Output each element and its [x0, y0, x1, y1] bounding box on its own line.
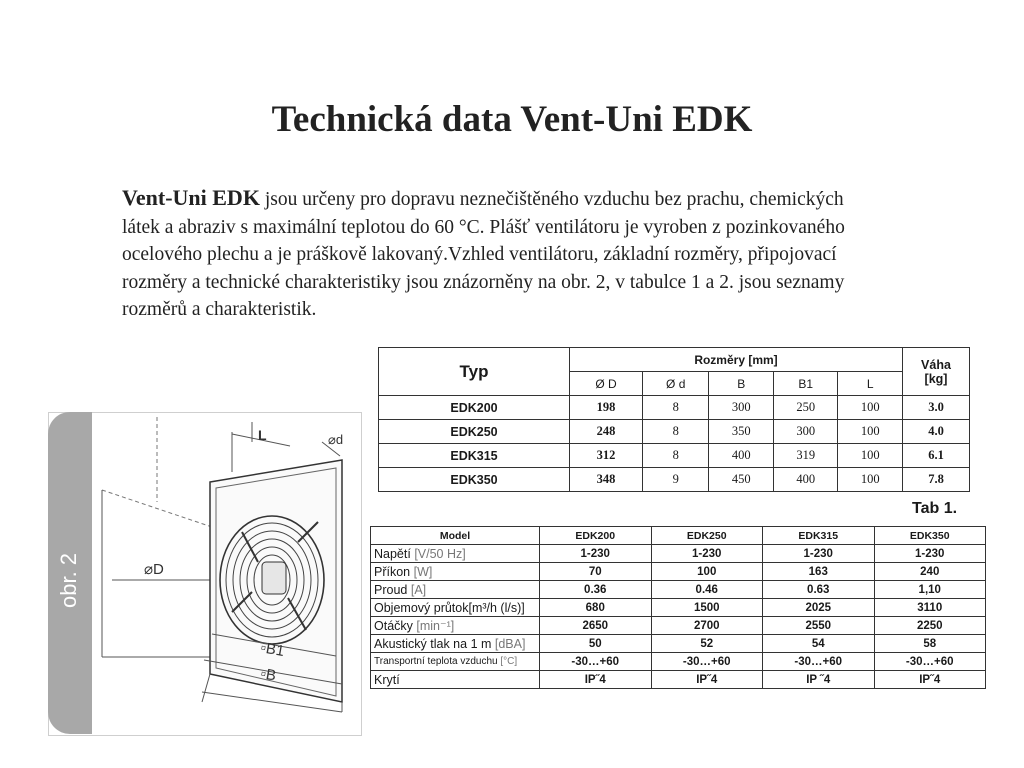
page-title: Technická data Vent-Uni EDK [271, 99, 753, 140]
brand-name: Vent-Uni EDK [122, 185, 260, 210]
table-row: Příkon [W] 70 100 163 240 [371, 563, 986, 581]
dim-label-b: ▫B [259, 665, 278, 685]
subheader-d: Ø d [642, 372, 708, 396]
intro-text: jsou určeny pro dopravu neznečištěného vzduchu bez prachu, chemických látek a abraziv s maximální teplotou do 60 °C. Plášť ventilátoru je vyroben z pozinkovaného ocelového plechu a je práškově lakovaný.Vzhled ventilátoru, základní rozměry, připojovací rozměry a technické charakteristiky jsou znázorněny na obr. 2, v tabulce 1 a 2. jsou seznamy rozměrů a charakteristik. [122, 189, 845, 320]
weight-header: Váha [kg] [903, 348, 970, 396]
dim-label-b1: ▫B1 [259, 639, 286, 661]
table-row: Krytí IP˝4 IP˝4 IP ˝4 IP˝4 [371, 671, 986, 689]
table-header-row: Model EDK200 EDK250 EDK315 EDK350 [371, 527, 986, 545]
characteristics-table [370, 526, 986, 689]
table1-caption: Tab 1. [912, 500, 958, 517]
subheader-B: B [709, 372, 774, 396]
table-row: Proud [A] 0.36 0.46 0.63 1,10 [371, 581, 986, 599]
subheader-L: L [838, 372, 903, 396]
table-row: Akustický tlak na 1 m [dBA] 50 52 54 58 [371, 635, 986, 653]
dim-label-l: L [258, 427, 267, 443]
table-row: Objemový průtok[m³/h (l/s)] 680 1500 2025 3110 [371, 599, 986, 617]
fan-drawing [92, 412, 358, 732]
table-row: Otáčky [min⁻¹] 2650 2700 2550 2250 [371, 617, 986, 635]
typ-header: Typ [379, 348, 570, 396]
table-row: EDK315 312 8 400 319 100 6.1 [379, 444, 970, 468]
dimensions-table [378, 347, 970, 492]
dim-label-d-large: ⌀D [144, 561, 164, 578]
subheader-B1: B1 [773, 372, 838, 396]
dimensions-group-header: Rozměry [mm] [570, 348, 903, 372]
table-row: Transportní teplota vzduchu [°C] -30…+60 -30…+60 -30…+60 -30…+60 [371, 653, 986, 671]
dim-label-d-small: ⌀d [328, 432, 344, 447]
table-row: EDK250 248 8 350 300 100 4.0 [379, 420, 970, 444]
table-row: EDK200 198 8 300 250 100 3.0 [379, 396, 970, 420]
figure-label: obr. 2 [56, 552, 81, 608]
intro-paragraph [122, 184, 882, 324]
subheader-D: Ø D [570, 372, 643, 396]
table-row: EDK350 348 9 450 400 100 7.8 [379, 468, 970, 492]
table-row: Napětí [V/50 Hz] 1-230 1-230 1-230 1-230 [371, 545, 986, 563]
